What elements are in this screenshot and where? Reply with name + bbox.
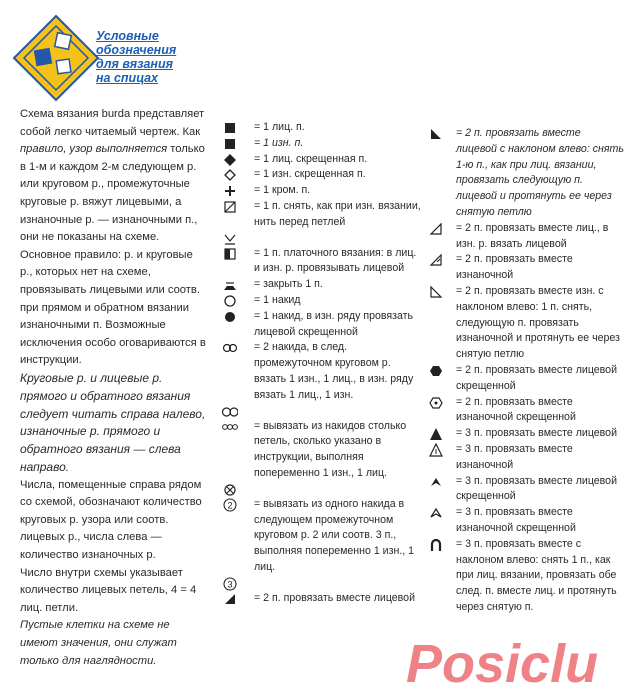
legend-entry-text: = 2 п. провязать вместе лиц., в изн. р. вязать лицевой <box>456 221 609 250</box>
legend-entry-text: = 3 п. провязать вместе лицевой <box>456 427 617 440</box>
large-double-circle-icon <box>222 405 238 419</box>
title-line: на спицах <box>96 71 159 85</box>
circled-3-icon <box>222 577 238 591</box>
dot-icon <box>222 137 238 151</box>
outline-triangle-right-icon <box>428 285 444 299</box>
intro-paragraph-2: Круговые р. и лицевые р. прямого и обратного вязания следует читать справа налево, изнаночные р. прямого и обратного вязания — слева направо. <box>20 370 206 474</box>
intro-text-part: только в 1-м и каждом 2-м следующем р. или круговом р., промежуточные круговые р. вяжут лицевыми, а изнаночные р. — изнаночными п., они не показаны на схеме. Основное правило: р. и круговые р., которых нет на схеме, провязывать лицевыми или соотв. при прямом и обратном вязании изнаночными п. Возможные исключения особо оговариваются в инструкции. <box>20 143 206 367</box>
legend-entry-text: = 1 лиц. скрещенная п. <box>254 152 368 165</box>
intro-paragraph-5: Пустые клетки на схеме не имеют значения, они служат только для наглядности. <box>20 619 177 667</box>
legend-entry <box>218 309 424 341</box>
outline-diamond-icon <box>222 168 238 182</box>
legend-entry <box>218 183 424 199</box>
legend-entry-text: = 2 п. провязать вместе лицевой скрещенной <box>456 363 617 392</box>
intro-paragraph-4: Число внутри схемы указывает количество лицевых петель, 4 = 4 лиц. петли. <box>20 566 197 614</box>
legend-entry <box>424 426 624 442</box>
legend-entry <box>218 199 424 231</box>
legend-entry-text: = 3 п. провязать вместе изнаночной <box>456 442 573 471</box>
intro-text <box>20 106 206 670</box>
legend-entry-text: = 1 изн. скрещенная п. <box>254 168 366 181</box>
legend-entry-text: = вывязать из одного накида в следующем промежуточном круговом р. 2 или соотв. 3 п., выполняя попеременно 1 изн., 1 лиц. <box>254 497 415 573</box>
legend-entry <box>218 231 424 246</box>
crossed-square-icon <box>222 200 238 214</box>
legend-entry <box>218 277 424 293</box>
legend-entry <box>424 395 624 427</box>
outline-arrow-icon <box>428 506 444 520</box>
filled-arrow-icon <box>428 475 444 489</box>
title-line: обозначения <box>96 43 177 57</box>
legend-entry-text: = 1 накид <box>254 293 301 306</box>
legend-entry-text: = 1 п. снять, как при изн. вязании, нить перед петлей <box>254 199 421 228</box>
circled-x-icon <box>222 483 238 497</box>
svg-text:3: 3 <box>227 579 233 590</box>
legend-entry <box>218 419 424 482</box>
legend-entry <box>424 505 624 537</box>
bind-off-icon <box>222 278 238 292</box>
filled-hexagon-icon <box>428 364 444 378</box>
watermark-text: Posiclu <box>406 634 599 694</box>
legend-entry <box>218 167 424 183</box>
legend-entry-text: = 2 п. провязать вместе лицевой <box>254 591 415 604</box>
page-title <box>96 29 206 85</box>
v-underline-icon <box>222 232 238 246</box>
legend-entry-text: = вывязать из накидов столько петель, сколько указано в инструкции, выполняя попеременно 1 изн., 1 лиц. <box>254 419 407 479</box>
legend-entry <box>218 576 424 591</box>
legend-entry <box>218 482 424 497</box>
legend-entry-text: = 1 п. платочного вязания: в лиц. и изн. р. провязывать лицевой <box>254 246 417 275</box>
filled-diamond-icon <box>222 153 238 167</box>
legend-entry <box>218 404 424 419</box>
svg-text:2: 2 <box>227 500 233 511</box>
arch-icon <box>428 538 444 552</box>
circle-icon <box>222 294 238 308</box>
legend-entry <box>424 252 624 284</box>
filled-square-icon <box>222 121 238 135</box>
legend-entry-text: = 2 накида, в след. промежуточном круговом р. вязать 1 изн., 1 лиц., в изн. ряду вязать 1 лиц., 1 изн. <box>254 341 414 401</box>
legend-entry <box>218 246 424 278</box>
plus-icon <box>222 184 238 198</box>
legend-entry <box>424 442 624 474</box>
legend-entry-text: = 1 лиц. п. <box>254 121 305 133</box>
legend-entry <box>424 284 624 363</box>
legend-entry <box>424 363 624 395</box>
legend-entry-text: = 3 п. провязать вместе с наклоном влево: снять 1 п., как при лиц. вязании, провязать обе след. п. вместе лиц. и протянуть через снятую п. <box>456 537 617 613</box>
legend-column-1 <box>218 120 424 607</box>
legend-entry-text: = 2 п. провязать вместе лицевой с наклоном влево: снять 1-ю п., как при лиц. вязании, провязать следующую п. лицевой и протянуть ее через снятую петлю <box>456 127 624 218</box>
legend-entry <box>218 293 424 309</box>
legend-entry-text: = 2 п. провязать вместе изнаночной <box>456 253 573 282</box>
logo-diamond-icon <box>12 14 100 102</box>
legend-entry <box>424 221 624 253</box>
legend-entry-text: = 3 п. провязать вместе лицевой скрещенной <box>456 474 617 503</box>
filled-circle-icon <box>222 310 238 324</box>
half-filled-square-icon <box>222 247 238 261</box>
legend-column-2 <box>424 126 624 616</box>
legend-entry <box>218 497 424 576</box>
intro-paragraph-3: Числа, помещенные справа рядом со схемой, обозначают количество круговых р. узора или соотв. лицевых р., числа слева — количество изнаночных р. <box>20 478 202 562</box>
outline-big-triangle-icon <box>428 443 444 457</box>
legend-entry <box>218 591 424 607</box>
triple-circle-icon <box>222 420 238 434</box>
watermark <box>400 622 624 700</box>
legend-entry-text: = 2 п. провязать вместе изн. с наклоном влево: 1 п. снять, следующую п. провязать изнаночной и протянуть ее через снятую петлю <box>456 284 620 361</box>
legend-entry <box>218 136 424 152</box>
title-line: для вязания <box>96 57 173 71</box>
legend-entry-text: = 3 п. провязать вместе изнаночной скрещенной <box>456 506 576 534</box>
legend-entry-text: = закрыть 1 п. <box>254 278 323 291</box>
intro-paragraph-1 <box>20 106 206 370</box>
outline-triangle-icon <box>428 222 444 236</box>
legend-entry <box>424 474 624 506</box>
intro-text-part: Схема вязания burda представляет собой легко читаемый чертеж. Как <box>20 108 205 138</box>
legend-entry-text: = 1 накид, в изн. ряду провязать лицевой скрещенной <box>254 309 413 338</box>
legend-entry-text: = 2 п. провязать вместе изнаночной скрещенной <box>456 395 576 424</box>
legend-entry-text: = 1 кром. п. <box>254 184 311 197</box>
legend-entry <box>218 152 424 168</box>
legend-entry <box>424 126 624 221</box>
legend-entry-text: = 1 изн. п. <box>254 136 304 149</box>
intro-text-part: правило, узор выполняется <box>20 143 168 156</box>
legend-entry <box>218 340 424 403</box>
circled-2-icon <box>222 498 238 512</box>
filled-big-triangle-icon <box>428 427 444 441</box>
legend-entry <box>424 537 624 616</box>
triangle-right-icon <box>428 127 444 141</box>
double-circle-icon <box>222 341 238 355</box>
title-line: Условные <box>96 29 159 43</box>
legend-entry <box>218 120 424 136</box>
hatched-triangle-icon <box>428 253 444 267</box>
triangle-left-icon <box>222 592 238 606</box>
outline-hexagon-icon <box>428 396 444 410</box>
